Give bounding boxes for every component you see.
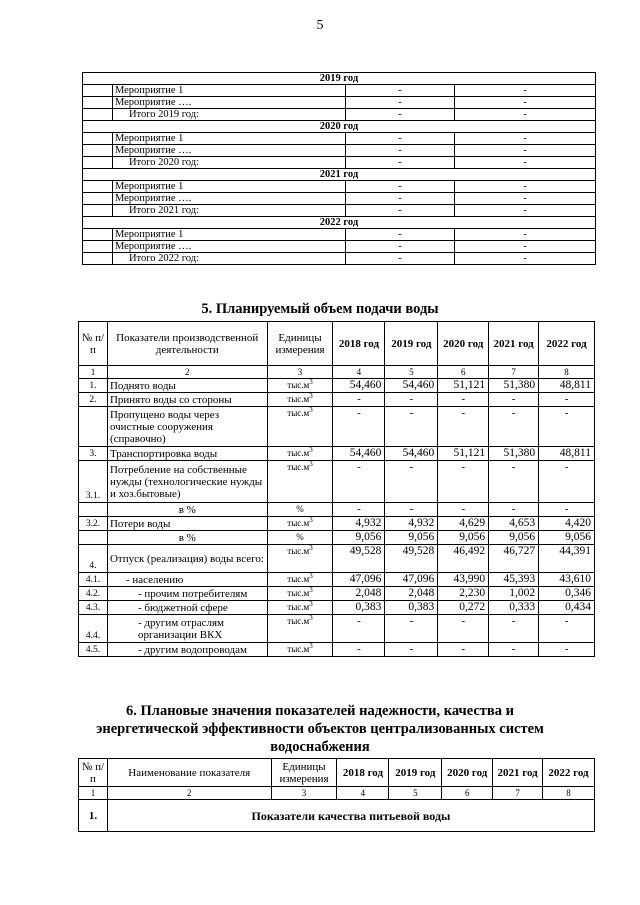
event-value: - — [455, 109, 596, 121]
unit-text: тыс.м — [287, 448, 310, 458]
row-value: 9,056 — [438, 531, 489, 545]
row-value: - — [333, 407, 385, 447]
row-value: 0,272 — [438, 601, 489, 615]
row-num: 1. — [79, 800, 108, 832]
row-indicator: Потребление на собственные нужды (технологические нужды и хоз.бытовые) — [107, 461, 267, 503]
row-indicator: Транспортировка воды — [107, 447, 267, 461]
header-unit: Единицы измерения — [267, 322, 333, 366]
table-header-row — [79, 322, 595, 366]
row-value: - — [438, 615, 489, 643]
row-value: 44,391 — [539, 545, 595, 573]
event-label: Мероприятие …. — [112, 193, 345, 205]
event-value: - — [455, 229, 596, 241]
index-cell: 1 — [79, 366, 108, 379]
index-cell: 5 — [389, 787, 442, 800]
row-value: 47,096 — [385, 573, 438, 587]
row-value: - — [489, 393, 539, 407]
row-unit — [267, 407, 333, 447]
row-value: 0,434 — [539, 601, 595, 615]
row-indicator: Потери воды — [107, 517, 267, 531]
row-num — [79, 531, 108, 545]
index-cell: 7 — [493, 787, 543, 800]
index-cell: 6 — [438, 366, 489, 379]
row-value: 46,492 — [438, 545, 489, 573]
table-row — [79, 517, 595, 531]
row-value: 2,048 — [385, 587, 438, 601]
event-label: Мероприятие …. — [112, 241, 345, 253]
unit-superscript: 3 — [309, 642, 313, 650]
unit-superscript: 3 — [309, 544, 313, 552]
row-value: 9,056 — [333, 531, 385, 545]
unit-text: тыс.м — [287, 574, 310, 584]
row-unit — [267, 545, 333, 573]
header-2022: 2022 год — [539, 322, 595, 366]
index-cell: 4 — [333, 366, 385, 379]
table-row — [83, 157, 596, 169]
event-value: - — [345, 241, 455, 253]
table-row — [83, 253, 596, 265]
table-row — [79, 461, 595, 503]
row-value: 4,420 — [539, 517, 595, 531]
blank-cell — [83, 181, 113, 193]
row-value: 49,528 — [385, 545, 438, 573]
table-row — [79, 643, 595, 657]
events-table — [82, 72, 596, 265]
row-indicator: в % — [107, 531, 267, 545]
blank-cell — [83, 229, 113, 241]
row-value: - — [333, 503, 385, 517]
row-value: - — [489, 407, 539, 447]
unit-superscript: 3 — [309, 600, 313, 608]
row-num: 4.2. — [79, 587, 108, 601]
header-2018: 2018 год — [333, 322, 385, 366]
blank-cell — [83, 85, 113, 97]
indicators-table — [78, 758, 595, 832]
row-value: 43,610 — [539, 573, 595, 587]
row-value: - — [539, 503, 595, 517]
row-unit — [267, 461, 333, 503]
unit-text: тыс.м — [287, 588, 310, 598]
index-cell: 2 — [107, 366, 267, 379]
row-indicator: Поднято воды — [107, 379, 267, 393]
unit-superscript: 3 — [309, 586, 313, 594]
unit-superscript: 3 — [309, 460, 313, 468]
row-value: 43,990 — [438, 573, 489, 587]
table-row — [79, 379, 595, 393]
event-value: - — [345, 133, 455, 145]
row-value: - — [539, 461, 595, 503]
row-value: 54,460 — [385, 447, 438, 461]
year-row — [83, 217, 596, 229]
event-value: - — [455, 145, 596, 157]
header-2019: 2019 год — [385, 322, 438, 366]
event-value: - — [345, 253, 455, 265]
row-value: - — [385, 393, 438, 407]
table-row — [83, 145, 596, 157]
unit-text: тыс.м — [287, 380, 310, 390]
row-num: 4.4. — [79, 615, 108, 643]
header-unit: Единицы измерения — [271, 759, 337, 787]
blank-cell — [83, 241, 113, 253]
header-indicator: Наименование показателя — [107, 759, 271, 787]
row-value: 54,460 — [385, 379, 438, 393]
row-value: 51,380 — [489, 447, 539, 461]
event-label: Мероприятие …. — [112, 145, 345, 157]
row-indicator: - прочим потребителям — [107, 587, 267, 601]
year-row — [83, 169, 596, 181]
row-unit — [267, 615, 333, 643]
event-value: - — [345, 85, 455, 97]
table-row — [83, 205, 596, 217]
header-num: № п/п — [79, 322, 108, 366]
row-indicator: Принято воды со стороны — [107, 393, 267, 407]
unit-text: % — [296, 504, 304, 514]
row-value: - — [539, 643, 595, 657]
row-num — [79, 503, 108, 517]
event-value: - — [455, 85, 596, 97]
table-row — [79, 573, 595, 587]
table-row — [79, 531, 595, 545]
table-header-row — [79, 759, 595, 787]
index-row — [79, 787, 595, 800]
table-row — [83, 241, 596, 253]
row-value: 46,727 — [489, 545, 539, 573]
header-2021: 2021 год — [493, 759, 543, 787]
row-num: 3.2. — [79, 517, 108, 531]
row-value: 54,460 — [333, 379, 385, 393]
unit-text: % — [296, 532, 304, 542]
event-value: - — [455, 253, 596, 265]
event-value: - — [345, 181, 455, 193]
row-value: 1,002 — [489, 587, 539, 601]
table-row — [79, 601, 595, 615]
row-value: 0,333 — [489, 601, 539, 615]
row-value: - — [438, 503, 489, 517]
row-indicator: в % — [107, 503, 267, 517]
unit-text: тыс.м — [287, 394, 310, 404]
row-value: 4,932 — [385, 517, 438, 531]
row-value: - — [385, 615, 438, 643]
row-value: - — [438, 643, 489, 657]
table-row — [79, 615, 595, 643]
row-value: 0,346 — [539, 587, 595, 601]
header-num: № п/п — [79, 759, 108, 787]
table-row — [79, 407, 595, 447]
event-label: Итого 2019 год: — [112, 109, 345, 121]
row-value: - — [385, 461, 438, 503]
event-value: - — [455, 133, 596, 145]
row-num: 2. — [79, 393, 108, 407]
unit-superscript: 3 — [309, 392, 313, 400]
header-2022: 2022 год — [543, 759, 595, 787]
unit-superscript: 3 — [309, 614, 313, 622]
unit-text: тыс.м — [287, 408, 310, 418]
row-value: - — [438, 393, 489, 407]
row-num: 4.5. — [79, 643, 108, 657]
table-row — [83, 133, 596, 145]
year-header: 2020 год — [83, 121, 596, 133]
blank-cell — [83, 205, 113, 217]
row-unit — [267, 517, 333, 531]
year-header: 2019 год — [83, 73, 596, 85]
row-value: 4,629 — [438, 517, 489, 531]
index-cell: 7 — [489, 366, 539, 379]
row-unit — [267, 379, 333, 393]
row-unit — [267, 601, 333, 615]
table-row — [79, 447, 595, 461]
event-value: - — [345, 205, 455, 217]
row-indicator: - другим водопроводам — [107, 643, 267, 657]
row-value: 4,653 — [489, 517, 539, 531]
row-value: 47,096 — [333, 573, 385, 587]
index-cell: 8 — [543, 787, 595, 800]
event-value: - — [455, 193, 596, 205]
row-value: - — [489, 461, 539, 503]
table-row — [83, 85, 596, 97]
event-value: - — [345, 109, 455, 121]
year-header: 2022 год — [83, 217, 596, 229]
unit-superscript: 3 — [309, 378, 313, 386]
row-value: 0,383 — [385, 601, 438, 615]
row-value: - — [333, 643, 385, 657]
page-number: 5 — [316, 18, 324, 33]
row-unit — [267, 531, 333, 545]
row-value: 49,528 — [333, 545, 385, 573]
event-label: Итого 2020 год: — [112, 157, 345, 169]
index-cell: 4 — [337, 787, 389, 800]
row-unit — [267, 587, 333, 601]
event-value: - — [345, 145, 455, 157]
table-row — [83, 181, 596, 193]
event-value: - — [345, 193, 455, 205]
index-cell: 3 — [267, 366, 333, 379]
row-num: 3. — [79, 447, 108, 461]
row-value: - — [385, 407, 438, 447]
blank-cell — [83, 109, 113, 121]
event-label: Мероприятие 1 — [112, 85, 345, 97]
unit-superscript: 3 — [309, 516, 313, 524]
index-cell: 2 — [107, 787, 271, 800]
index-cell: 3 — [271, 787, 337, 800]
event-value: - — [455, 157, 596, 169]
table-row — [79, 545, 595, 573]
table-row — [79, 393, 595, 407]
table-row — [79, 800, 595, 832]
event-value: - — [455, 205, 596, 217]
table-row — [79, 587, 595, 601]
table-row — [83, 109, 596, 121]
row-unit — [267, 393, 333, 407]
row-value: - — [489, 503, 539, 517]
row-num: 4.3. — [79, 601, 108, 615]
event-label: Итого 2021 год: — [112, 205, 345, 217]
row-unit — [267, 447, 333, 461]
event-value: - — [455, 97, 596, 109]
row-value: 4,932 — [333, 517, 385, 531]
row-value: 9,056 — [385, 531, 438, 545]
row-num — [79, 407, 108, 447]
year-header: 2021 год — [83, 169, 596, 181]
table-row — [83, 193, 596, 205]
row-unit — [267, 643, 333, 657]
row-value: 9,056 — [539, 531, 595, 545]
event-label: Мероприятие 1 — [112, 229, 345, 241]
blank-cell — [83, 253, 113, 265]
blank-cell — [83, 133, 113, 145]
header-2019: 2019 год — [389, 759, 442, 787]
event-value: - — [455, 241, 596, 253]
event-value: - — [455, 181, 596, 193]
index-cell: 5 — [385, 366, 438, 379]
row-value: 48,811 — [539, 379, 595, 393]
table-row — [83, 229, 596, 241]
blank-cell — [83, 97, 113, 109]
row-num: 3.1. — [79, 461, 108, 503]
row-value: - — [539, 393, 595, 407]
row-value: 48,811 — [539, 447, 595, 461]
year-row — [83, 73, 596, 85]
water-supply-table — [78, 321, 595, 657]
row-value: 9,056 — [489, 531, 539, 545]
event-label: Мероприятие …. — [112, 97, 345, 109]
header-indicator: Показатели производственной деятельности — [107, 322, 267, 366]
row-value: 2,048 — [333, 587, 385, 601]
row-value: - — [438, 461, 489, 503]
row-value: - — [489, 615, 539, 643]
event-label: Мероприятие 1 — [112, 133, 345, 145]
row-value: 51,121 — [438, 379, 489, 393]
row-value: 51,380 — [489, 379, 539, 393]
row-num: 4.1. — [79, 573, 108, 587]
unit-superscript: 3 — [309, 446, 313, 454]
row-unit — [267, 573, 333, 587]
row-indicator: - населению — [107, 573, 267, 587]
unit-text: тыс.м — [287, 644, 310, 654]
unit-text: тыс.м — [287, 518, 310, 528]
unit-superscript: 3 — [309, 572, 313, 580]
row-value: 2,230 — [438, 587, 489, 601]
row-num: 4. — [79, 545, 108, 573]
section6-title-line2: энергетической эффективности объектов централизованных систем — [96, 721, 544, 737]
row-indicator: - другим отраслям организации ВКХ — [107, 615, 267, 643]
event-value: - — [345, 229, 455, 241]
table-row — [83, 97, 596, 109]
header-2020: 2020 год — [438, 322, 489, 366]
index-row — [79, 366, 595, 379]
index-cell: 1 — [79, 787, 108, 800]
row-value: - — [385, 643, 438, 657]
event-value: - — [345, 97, 455, 109]
header-2021: 2021 год — [489, 322, 539, 366]
unit-text: тыс.м — [287, 462, 310, 472]
row-unit — [267, 503, 333, 517]
index-cell: 8 — [539, 366, 595, 379]
row-value: - — [489, 643, 539, 657]
row-value: 45,393 — [489, 573, 539, 587]
row-value: - — [385, 503, 438, 517]
row-value: - — [333, 461, 385, 503]
event-label: Мероприятие 1 — [112, 181, 345, 193]
row-value: - — [333, 393, 385, 407]
header-2020: 2020 год — [442, 759, 493, 787]
unit-text: тыс.м — [287, 616, 310, 626]
row-indicator: Пропущено воды через очистные сооружения (справочно) — [107, 407, 267, 447]
row-indicator: - бюджетной сфере — [107, 601, 267, 615]
year-row — [83, 121, 596, 133]
section6-title — [60, 702, 580, 756]
row-value: 0,383 — [333, 601, 385, 615]
row-value: - — [333, 615, 385, 643]
section6-title-line3: водоснабжения — [270, 739, 370, 755]
unit-text: тыс.м — [287, 602, 310, 612]
section5-title: 5. Планируемый объем подачи воды — [201, 301, 439, 317]
event-value: - — [345, 157, 455, 169]
row-value: - — [539, 615, 595, 643]
header-2018: 2018 год — [337, 759, 389, 787]
row-value: 54,460 — [333, 447, 385, 461]
blank-cell — [83, 145, 113, 157]
blank-cell — [83, 193, 113, 205]
blank-cell — [83, 157, 113, 169]
row-value: 51,121 — [438, 447, 489, 461]
row-section-title: Показатели качества питьевой воды — [107, 800, 594, 832]
index-cell: 6 — [442, 787, 493, 800]
table-row — [79, 503, 595, 517]
event-label: Итого 2022 год: — [112, 253, 345, 265]
row-num: 1. — [79, 379, 108, 393]
unit-text: тыс.м — [287, 546, 310, 556]
section6-title-line1: 6. Плановые значения показателей надежности, качества и — [126, 703, 514, 719]
unit-superscript: 3 — [309, 406, 313, 414]
row-indicator: Отпуск (реализация) воды всего: — [107, 545, 267, 573]
row-value: - — [438, 407, 489, 447]
row-value: - — [539, 407, 595, 447]
